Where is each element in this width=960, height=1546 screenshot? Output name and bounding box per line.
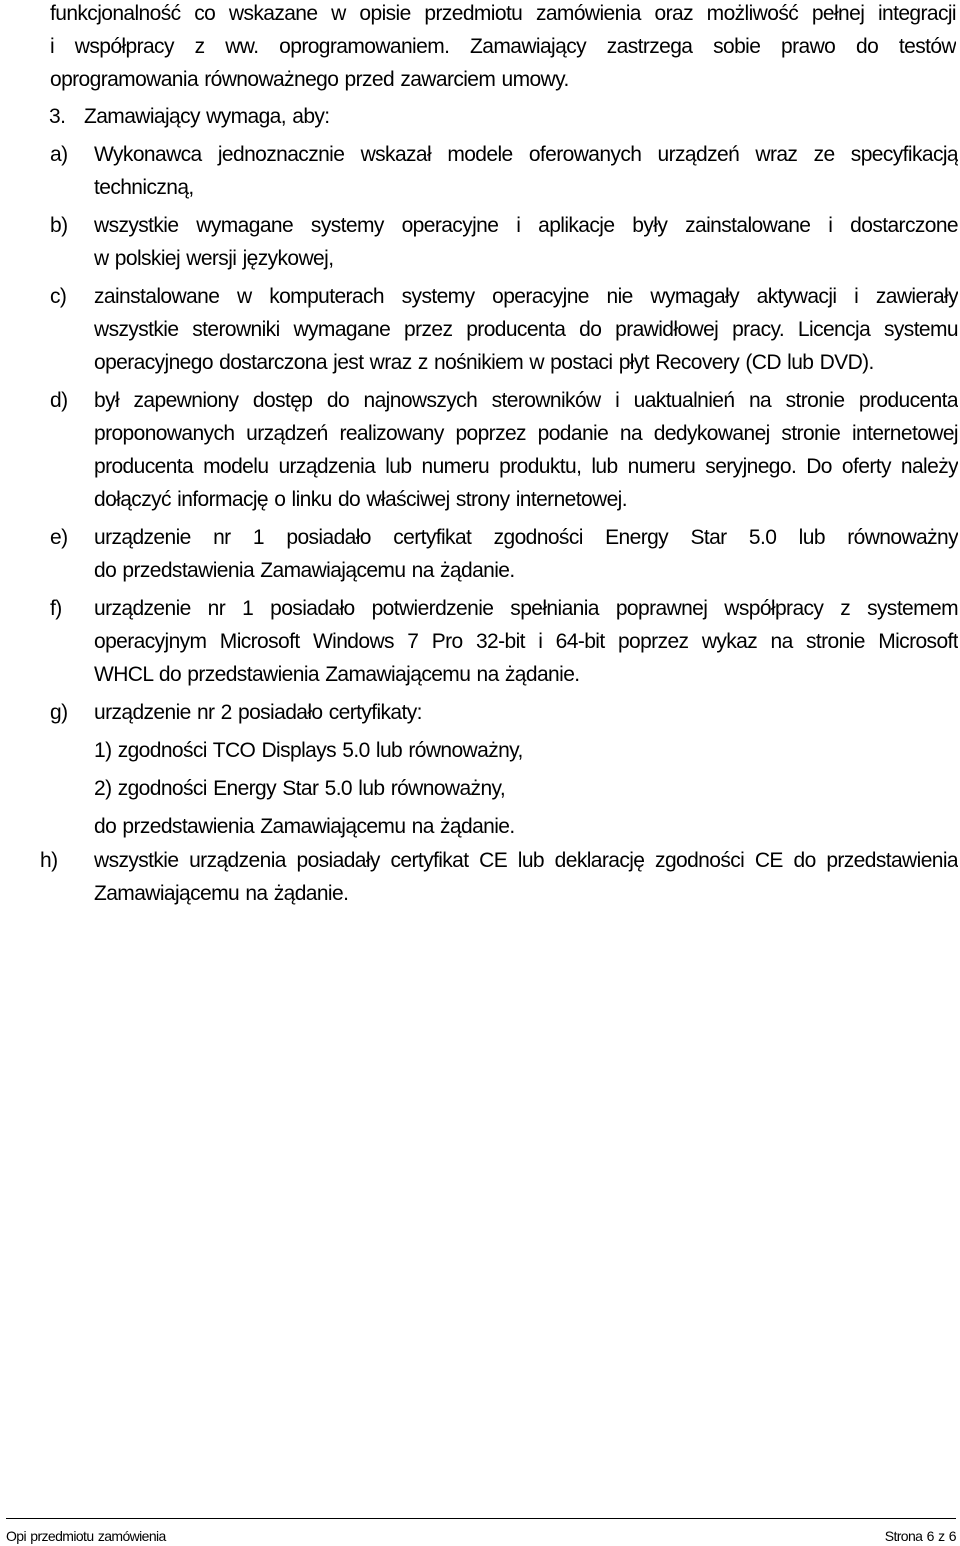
list-item-line: urządzenie nr 2 posiadało certyfikaty: [94,701,422,724]
list-item-body [94,696,958,843]
list-item-line: urządzenie nr 1 posiadało certyfikat zgodności Energy Star 5.0 lub równoważny [94,526,958,549]
list-marker: b) [50,214,68,237]
list-item-line: wszystkie sterowniki wymagane przez producenta do prawidłowej pracy. Licencja systemu [94,318,958,341]
footer-page-number: Strona 6 z 6 [884,1528,956,1544]
list-item-line: w polskiej wersji językowej, [94,247,334,270]
page-footer [6,1518,956,1546]
list-item-body [94,280,958,379]
list-item-line: 2) zgodności Energy Star 5.0 lub równoważny, [94,777,506,800]
list-marker: a) [50,143,68,166]
list-marker: e) [50,526,68,549]
list-marker: f) [50,597,62,620]
list-item-body [94,521,958,587]
list-marker: g) [50,701,68,724]
intro-paragraph [50,0,956,96]
intro-line: funkcjonalność co wskazane w opisie przedmiotu zamówienia oraz możliwość pełnej integracji [50,2,956,25]
list-item-line: techniczną, [94,176,194,199]
list-item-line: wszystkie urządzenia posiadały certyfikat CE lub deklarację zgodności CE do przedstawienia [94,849,958,872]
list-item-body [94,209,958,275]
list-item-line: Wykonawca jednoznacznie wskazał modele oferowanych urządzeń wraz ze specyfikacją [94,143,958,166]
list-item-line: operacyjnym Microsoft Windows 7 Pro 32-bit i 64-bit poprzez wykaz na stronie Microsoft [94,630,958,653]
list-item-line: Zamawiającemu na żądanie. [94,882,349,905]
list-item-line: urządzenie nr 1 posiadało potwierdzenie spełniania poprawnej współpracy z systemem [94,597,958,620]
list-marker: d) [50,389,68,412]
list-item-line: proponowanych urządzeń realizowany poprzez podanie na dedykowanej stronie internetowej [94,422,958,445]
list-item-line: zainstalowane w komputerach systemy operacyjne nie wymagały aktywacji i zawierały [94,285,958,308]
list-item-line: dołączyć informację o linku do właściwej strony internetowej. [94,488,627,511]
point-3-heading [50,100,956,133]
point-3-text: Zamawiający wymaga, aby: [84,105,330,128]
list-marker: h) [40,849,58,872]
list-item-body [94,592,958,691]
footer-document-title: Opi przedmiotu zamówienia [6,1528,166,1544]
list-item-line: 1) zgodności TCO Displays 5.0 lub równoważny, [94,739,523,762]
list-item-body [94,138,958,204]
list-item-line: producenta modelu urządzenia lub numeru produktu, lub numeru seryjnego. Do oferty należy [94,455,958,478]
list-item-line: wszystkie wymagane systemy operacyjne i aplikacje były zainstalowane i dostarczone [94,214,958,237]
list-item-body [94,844,958,910]
list-item-body [94,384,958,516]
list-item-line: do przedstawienia Zamawiającemu na żądanie. [94,815,515,838]
intro-line: oprogramowania równoważnego przed zawarciem umowy. [50,68,569,91]
list-item-line: był zapewniony dostęp do najnowszych sterowników i uaktualnień na stronie producenta [94,389,958,412]
list-item-line: WHCL do przedstawienia Zamawiającemu na żądanie. [94,663,580,686]
intro-line: i współpracy z ww. oprogramowaniem. Zamawiający zastrzega sobie prawo do testów [50,35,956,58]
list-marker: c) [50,285,67,308]
point-3-number: 3. [49,105,66,128]
list-item-line: do przedstawienia Zamawiającemu na żądanie. [94,559,515,582]
list-item-line: operacyjnego dostarczona jest wraz z nośnikiem w postaci płyt Recovery (CD lub DVD). [94,351,874,374]
